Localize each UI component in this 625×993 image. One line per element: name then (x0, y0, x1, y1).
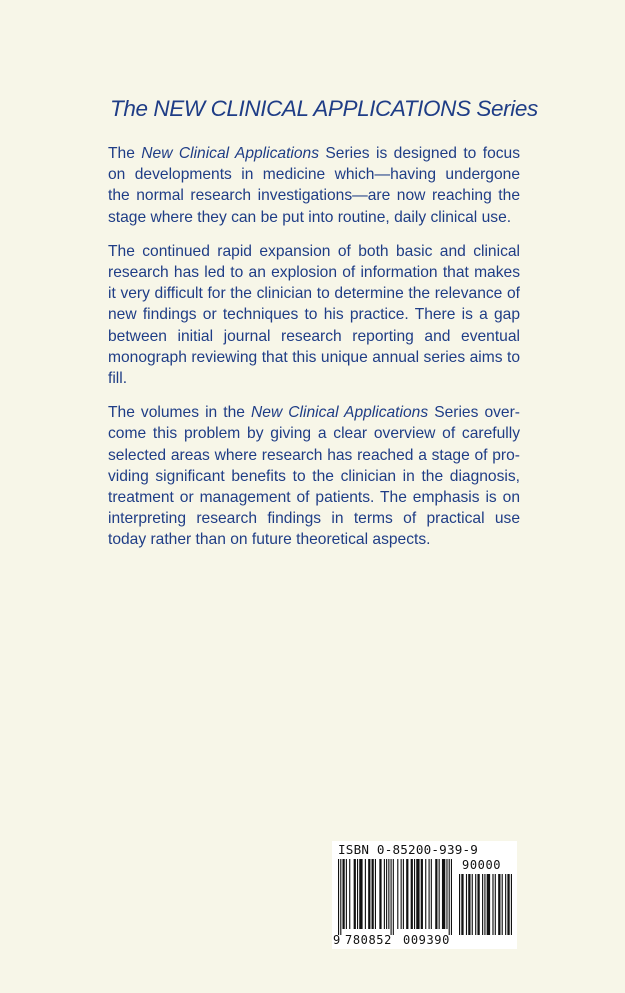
barcode-bar (435, 859, 437, 929)
barcode-bar (411, 859, 413, 929)
barcode-bar (414, 859, 415, 929)
ean-right-group: 009390 (403, 933, 450, 947)
barcode-bar (492, 874, 493, 935)
barcode-bar (446, 859, 447, 929)
ean-barcode-bars (338, 859, 452, 935)
barcode-bar (507, 874, 509, 935)
barcode-bar (451, 859, 452, 935)
paragraph-intro (108, 143, 520, 228)
barcode-bar (511, 874, 512, 935)
price-addon-bars (459, 874, 512, 935)
barcode-bar (461, 874, 463, 935)
barcode-bar (365, 859, 366, 929)
barcode-bar (459, 874, 460, 935)
barcode-bar (397, 859, 398, 929)
body-text (108, 143, 520, 551)
barcode-bar (449, 859, 450, 935)
barcode-bar (342, 859, 344, 929)
series-title: The NEW CLINICAL APPLICATIONS Series (110, 96, 538, 121)
barcode-bar (429, 859, 430, 929)
barcode-bar (431, 859, 432, 929)
isbn-label: ISBN 0-85200-939-9 (338, 842, 479, 857)
barcode-bar (439, 859, 440, 929)
barcode-bar (425, 859, 426, 929)
barcode-bar (391, 859, 392, 935)
barcode-bar (357, 859, 358, 929)
barcode-bar (403, 859, 404, 929)
barcode-bar (354, 859, 356, 929)
price-addon-digits: 90000 (462, 858, 502, 872)
barcode-bar (477, 874, 479, 935)
barcode-bar (346, 859, 347, 929)
barcode-bar (349, 859, 350, 929)
paragraph-expansion: The continued rapid expansion of both basic and clinical research has led to an explosion of information that makes it very difficult for the clinician to determine the relevance of new findings or techniques to his practice. There is a gap between initial journal research reporting and eventual monograph reviewing that this unique annual series aims to fill. (108, 242, 520, 388)
barcode-bar (386, 859, 387, 929)
barcode-bar (505, 874, 506, 935)
barcode-bar (384, 859, 385, 929)
barcode-bar (372, 859, 374, 929)
barcode-bar (359, 859, 362, 929)
barcode-bar (472, 874, 473, 935)
barcode-bar (487, 874, 490, 935)
p3-series-name: New Clinical Applications (251, 404, 429, 422)
barcode-bar (340, 859, 341, 935)
barcode-bar (466, 874, 467, 935)
barcode-bar (475, 874, 476, 935)
ean-left-group: 780852 (345, 933, 392, 947)
barcode-bar (338, 859, 339, 935)
p3-post: Series overcome this problem by giving a clear overview of carefully selected areas where research has reached a stage of providing significant benefits to the clinician in the diagnosis, treatment or management of patients. The emphasis is on interpreting research findings in terms of practical use today rather than on future theoretical aspects. (108, 404, 520, 549)
barcode-bar (375, 859, 376, 929)
p1-series-name: New Clinical Applications (141, 145, 320, 162)
barcode-bar (484, 874, 485, 935)
p3-pre: The volumes in the (108, 404, 252, 422)
p1-post: Series is designed to focus on developments in medicine which—having undergone the normal research investigations—are now reaching the stage where they can be put into routine, daily clinical use. (108, 145, 521, 226)
barcode-bar (379, 859, 381, 929)
barcode-bar (495, 874, 496, 935)
barcode-bar (393, 859, 394, 935)
barcode-bar (401, 859, 402, 929)
barcode-bar (482, 874, 483, 935)
barcode-bar (502, 874, 503, 935)
barcode-bar (468, 874, 470, 935)
barcode-bar (406, 859, 408, 929)
barcode-bar (421, 859, 423, 929)
barcode-bar (416, 859, 419, 929)
barcode-bar (388, 859, 389, 929)
barcode-bar (498, 874, 500, 935)
isbn-barcode (332, 841, 517, 949)
barcode-bar (368, 859, 370, 929)
ean-digits (333, 933, 450, 947)
barcode-bar (442, 859, 445, 929)
p1-pre: The (108, 145, 142, 162)
paragraph-volumes (108, 402, 520, 550)
ean-first-digit: 9 (333, 933, 341, 947)
